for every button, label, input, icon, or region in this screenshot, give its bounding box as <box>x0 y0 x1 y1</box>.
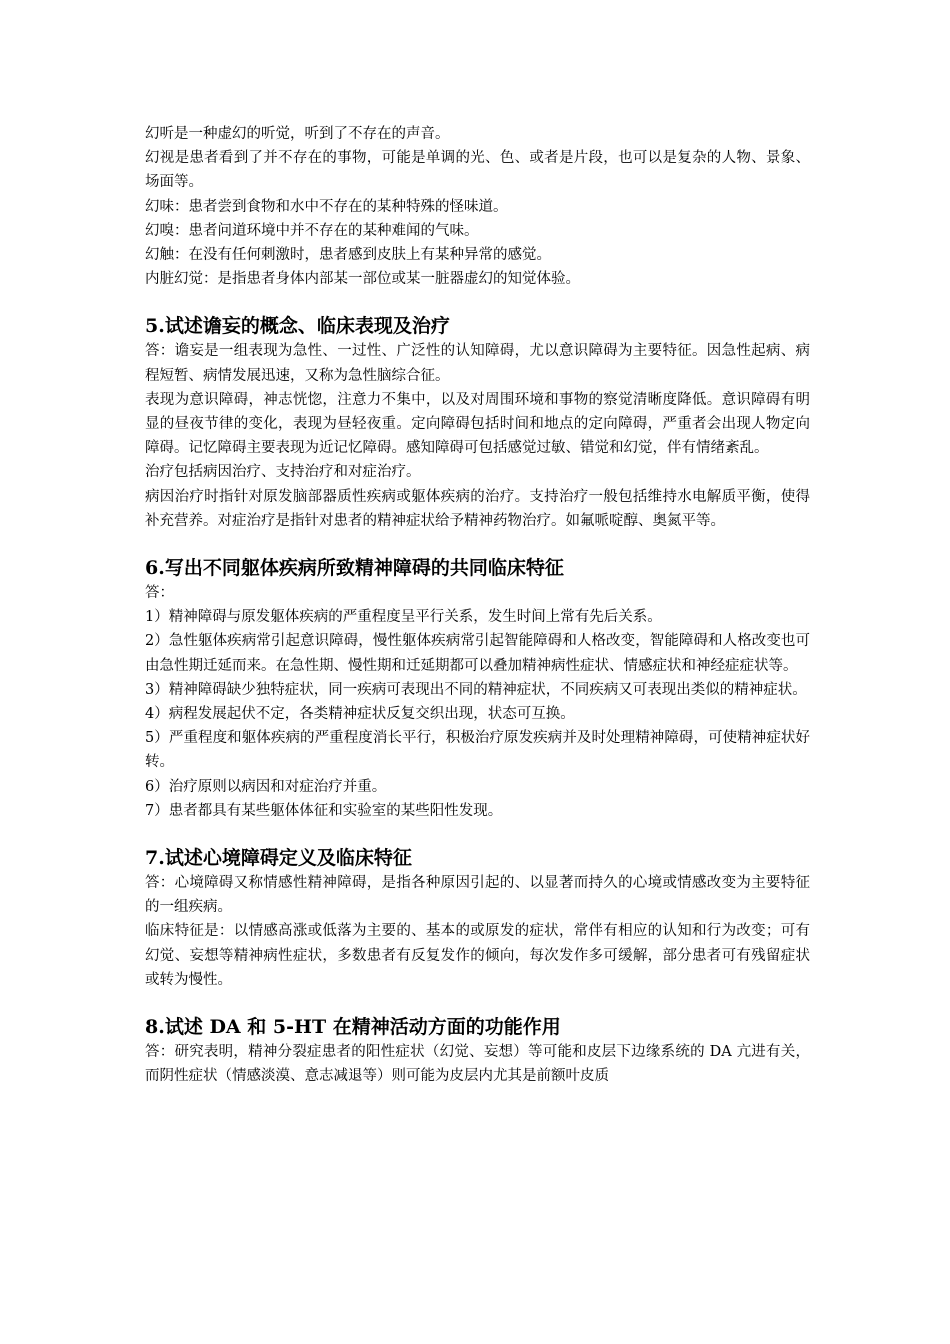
section-paragraph: 病因治疗时指针对原发脑部器质性疾病或躯体疾病的治疗。支持治疗一般包括维持水电解质平衡，使得补充营养。对症治疗是指针对患者的精神症状给予精神药物治疗。如氟哌啶醇、奥氮平等。 <box>145 488 810 529</box>
section-paragraph: 答：谵妄是一组表现为急性、一过性、广泛性的认知障碍，尤以意识障碍为主要特征。因急性起病、病程短暂、病情发展迅速，又称为急性脑综合征。 <box>145 343 810 384</box>
list-item: 2）急性躯体疾病常引起意识障碍，慢性躯体疾病常引起智能障碍和人格改变，智能障碍和人格改变也可由急性期迁延而来。在急性期、慢性期和迁延期都可以叠加精神病性症状、情感症状和神经症症状等。 <box>145 633 810 674</box>
intro-paragraph: 幻触：在没有任何刺激时，患者感到皮肤上有某种异常的感觉。 <box>145 247 551 264</box>
section-heading: 5.试述谵妄的概念、临床表现及治疗 <box>145 315 450 338</box>
intro-paragraph: 幻视是患者看到了并不存在的事物，可能是单调的光、色、或者是片段，也可以是复杂的人物、景象、场面等。 <box>145 150 810 191</box>
section-paragraph: 答：心境障碍又称情感性精神障碍，是指各种原因引起的、以显著而持久的心境或情感改变为主要特征的一组疾病。 <box>145 875 810 916</box>
section-paragraph: 答： <box>145 585 174 602</box>
intro-paragraph: 幻味：患者尝到食物和水中不存在的某种特殊的怪味道。 <box>145 198 508 215</box>
section-paragraph: 治疗包括病因治疗、支持治疗和对症治疗。 <box>145 464 421 481</box>
section-5 <box>145 313 810 533</box>
section-paragraph: 临床特征是：以情感高涨或低落为主要的、基本的或原发的症状，常伴有相应的认知和行为改变；可有幻觉、妄想等精神病性症状，多数患者有反复发作的倾向，每次发作多可缓解，部分患者可有残留症状或转为慢性。 <box>145 923 810 988</box>
list-item: 5）严重程度和躯体疾病的严重程度消长平行，积极治疗原发疾病并及时处理精神障碍，可使精神症状好转。 <box>145 730 810 771</box>
section-heading: 8.试述 DA 和 5-HT 在精神活动方面的功能作用 <box>145 1016 561 1039</box>
intro-block <box>145 122 810 291</box>
list-item: 7）患者都具有某些躯体体征和实验室的某些阳性发现。 <box>145 802 503 819</box>
section-heading: 7.试述心境障碍定义及临床特征 <box>145 847 412 870</box>
list-item: 6）治疗原则以病因和对症治疗并重。 <box>145 778 387 795</box>
list-item: 3）精神障碍缺少独特症状，同一疾病可表现出不同的精神症状，不同疾病又可表现出类似的精神症状。 <box>145 681 807 698</box>
list-item: 4）病程发展起伏不定，各类精神症状反复交织出现，状态可互换。 <box>145 706 575 723</box>
section-8 <box>145 1014 810 1088</box>
intro-paragraph: 幻听是一种虚幻的听觉，听到了不存在的声音。 <box>145 126 450 142</box>
section-7 <box>145 845 810 992</box>
section-heading: 6.写出不同躯体疾病所致精神障碍的共同临床特征 <box>145 557 564 580</box>
document-body <box>145 122 810 1089</box>
section-paragraph: 答：研究表明，精神分裂症患者的阳性症状（幻觉、妄想）等可能和皮层下边缘系统的 DA 亢进有关，而阴性症状（情感淡漠、意志减退等）则可能为皮层内尤其是前额叶皮质 <box>145 1044 810 1085</box>
section-paragraph: 表现为意识障碍，神志恍惚，注意力不集中，以及对周围环境和事物的察觉清晰度降低。意识障碍有明显的昼夜节律的变化，表现为昼轻夜重。定向障碍包括时间和地点的定向障碍，严重者会出现人物定向障碍。记忆障碍主要表现为近记忆障碍。感知障碍可包括感觉过敏、错觉和幻觉，伴有情绪紊乱。 <box>145 391 810 457</box>
intro-paragraph: 幻嗅：患者问道环境中并不存在的某种难闻的气味。 <box>145 222 479 239</box>
list-item: 1）精神障碍与原发躯体疾病的严重程度呈平行关系，发生时间上常有先后关系。 <box>145 609 662 626</box>
intro-paragraph: 内脏幻觉：是指患者身体内部某一部位或某一脏器虚幻的知觉体验。 <box>145 271 580 288</box>
section-6 <box>145 555 810 823</box>
